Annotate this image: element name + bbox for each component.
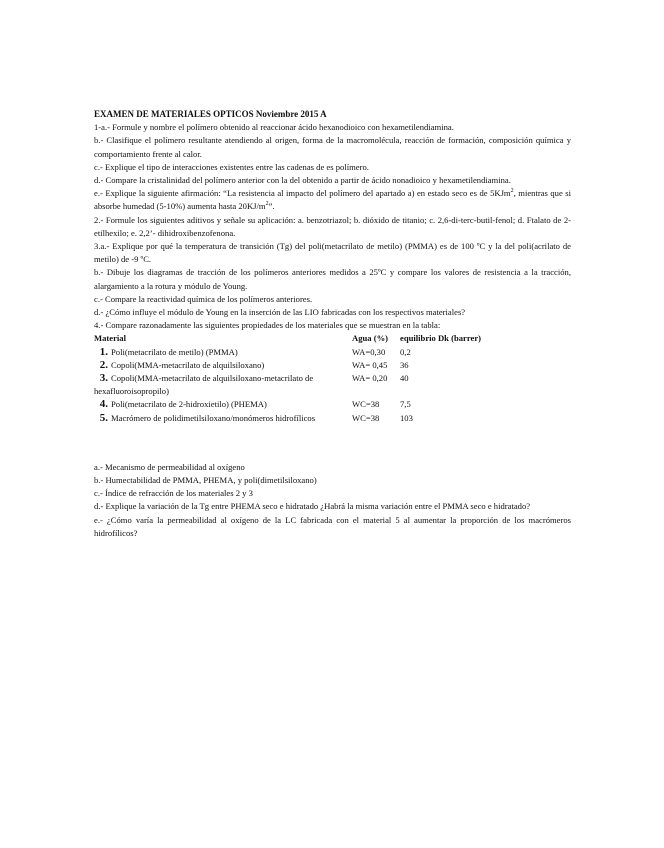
dk-value: 40 — [400, 373, 409, 384]
material-name: Poli(metacrilato de 2-hidroxietilo) (PHEMA) — [111, 399, 267, 410]
subquestion-b: b.- Humectabilidad de PMMA, PHEMA, y poli(dimetilsiloxano) — [94, 475, 317, 486]
subquestion-a: a.- Mecanismo de permeabilidad al oxígeno — [94, 461, 245, 472]
header-material: Material — [94, 333, 126, 344]
question-1c: c.- Explique el tipo de interacciones existentes entre las cadenas de es polímero. — [94, 161, 369, 172]
material-name: Macrómero de polidimetilsiloxano/monómeros hidrofílicos — [111, 412, 316, 423]
table-row — [94, 412, 571, 425]
dk-value: 0,2 — [400, 346, 411, 357]
agua-value: WC=38 — [352, 399, 380, 410]
agua-value: WC=38 — [352, 412, 380, 423]
dk-value: 103 — [400, 412, 413, 423]
question-3a: 3.a.- Explique por qué la temperatura de transición (Tg) del poli(metacrilato de metilo) (PMMA) es de 100 ºC y la del poli(acrilato de metilo) de -9 ºC. — [94, 241, 571, 265]
row-number: 5. — [99, 411, 108, 424]
question-3c: c.- Compare la reactividad química de los polímeros anteriores. — [94, 293, 313, 304]
table-row — [94, 359, 571, 372]
subquestion-d: d.- Explique la variación de la Tg entre PHEMA seco e hidratado ¿Habrá la misma variación entre el PMMA seco e hidratado? — [94, 501, 531, 512]
question-1a: 1-a.- Formule y nombre el polímero obtenido al reaccionar ácido hexanodioico con hexametilendiamina. — [94, 122, 454, 133]
dk-value: 36 — [400, 359, 409, 370]
dk-value: 7,5 — [400, 399, 411, 410]
agua-value: WA= 0,45 — [352, 359, 388, 370]
spacer — [94, 425, 571, 461]
table-row — [94, 346, 571, 359]
question-1e-part3: ”. — [268, 201, 275, 212]
question-4: 4.- Compare razonadamente las siguientes propiedades de los materiales que se muestran en la tabla: — [94, 320, 441, 331]
row-number: 2. — [99, 358, 108, 371]
table-header-row — [94, 332, 571, 345]
row-number: 1. — [99, 345, 108, 358]
agua-value: WA=0,30 — [352, 346, 386, 357]
superscript: 2 — [265, 201, 269, 208]
exam-title: EXAMEN DE MATERIALES OPTICOS Noviembre 2015 A — [94, 109, 327, 119]
material-name: Copoli(MMA-metacrilato de alquilsiloxano) — [111, 359, 265, 370]
material-name: Poli(metacrilato de metilo) (PMMA) — [111, 346, 238, 357]
agua-value: WA= 0,20 — [352, 373, 388, 384]
header-agua: Agua (%) — [352, 333, 389, 344]
exam-document — [94, 108, 571, 540]
row-number: 4. — [99, 398, 108, 411]
materials-table — [94, 332, 571, 424]
question-1d: d.- Compare la cristalinidad del polímero anterior con la del obtenido a partir de ácido nonadioico y hexametilendiamina. — [94, 175, 511, 186]
material-name: Copoli(MMA-metacrilato de alquilsiloxano-metacrilato de hexafluoroisopropilo) — [94, 373, 314, 397]
question-1e — [94, 187, 571, 213]
table-row — [94, 398, 571, 411]
header-dk: equilibrio Dk (barrer) — [400, 333, 481, 344]
row-number: 3. — [99, 372, 108, 385]
question-3b: b.- Dibuje los diagramas de tracción de los polímeros anteriores medidos a 25ºC y compare los valores de resistencia a la tracción, alargamiento a la rotura y módulo de Young. — [94, 267, 571, 291]
question-1e-part2: , mientras que si absorbe humedad (5-10%) aumenta hasta 20KJ/m — [94, 188, 572, 212]
question-1e-part1: e.- Explique la siguiente afirmación: “La resistencia al impacto del polímero del apartado a) en estado seco es de 5KJm — [94, 188, 511, 199]
subquestion-e: e.- ¿Cómo varía la permeabilidad al oxígeno de la LC fabricada con el material 5 al aumentar la proporción de los macrómeros hidrofílicos? — [94, 514, 571, 538]
question-2: 2.- Formule los siguientes aditivos y señale su aplicación: a. benzotriazol; b. dióxido de titanio; c. 2,6-di-terc-butil-fenol; d. Ftalato de 2-etilhexilo; e. 2,2’- dihidroxibenzofenona. — [94, 214, 571, 238]
subquestion-c: c.- Índice de refracción de los materiales 2 y 3 — [94, 488, 253, 499]
question-1b: b.- Clasifique el polímero resultante atendiendo al origen, forma de la macromolécula, reacción de formación, composición química y comportamiento frente al calor. — [94, 135, 571, 159]
superscript: 2 — [510, 188, 514, 195]
table-row — [94, 372, 571, 398]
question-3d: d.- ¿Cómo influye el módulo de Young en la inserción de las LIO fabricadas con los respectivos materiales? — [94, 307, 466, 318]
